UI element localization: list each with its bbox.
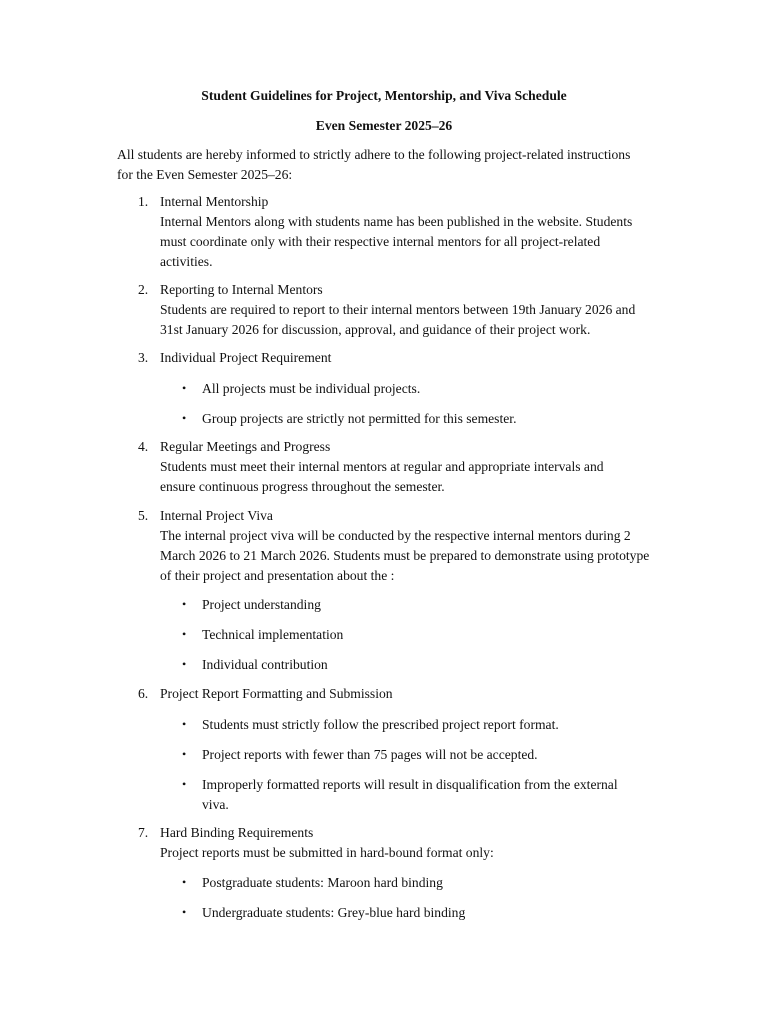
bullet-icon: • — [182, 657, 187, 671]
item-number: 2. — [138, 282, 149, 297]
bullet-icon: • — [182, 777, 187, 791]
bullet-item: Postgraduate students: Maroon hard binding — [202, 875, 443, 890]
bullet-item: All projects must be individual projects. — [202, 381, 421, 396]
bullet-item: Project reports with fewer than 75 pages will not be accepted. — [202, 747, 538, 762]
item-number: 7. — [138, 825, 149, 840]
bullet-item: Group projects are strictly not permitted for this semester. — [202, 411, 517, 426]
bullet-icon: • — [182, 875, 187, 889]
item-number: 6. — [138, 686, 149, 701]
intro-paragraph: All students are hereby informed to strictly adhere to the following project-related instructions for the Even Semester 2025–26: — [117, 147, 631, 182]
item-heading: Individual Project Requirement — [160, 350, 332, 365]
bullet-icon: • — [182, 905, 187, 919]
bullet-item: Project understanding — [202, 597, 321, 612]
bullet-item: Undergraduate students: Grey-blue hard binding — [202, 905, 466, 920]
bullet-icon: • — [182, 717, 187, 731]
item-body: The internal project viva will be conducted by the respective internal mentors during 2 March 2026 to 21 March 2026. Students must be prepared to demonstrate using prototype of their project and presentation about the : — [160, 528, 650, 583]
item-number: 5. — [138, 508, 149, 523]
bullet-icon: • — [182, 411, 187, 425]
item-number: 4. — [138, 439, 149, 454]
item-body: Project reports must be submitted in hard-bound format only: — [160, 845, 494, 860]
bullet-icon: • — [182, 381, 187, 395]
item-body: Students are required to report to their internal mentors between 19th January 2026 and 31st January 2026 for discussion, approval, and guidance of their project work. — [160, 302, 636, 337]
item-number: 3. — [138, 350, 149, 365]
item-heading: Internal Mentorship — [160, 194, 269, 209]
item-number: 1. — [138, 194, 149, 209]
item-heading: Reporting to Internal Mentors — [160, 282, 323, 297]
bullet-item: Technical implementation — [202, 627, 344, 642]
bullet-icon: • — [182, 597, 187, 611]
bullet-item: Students must strictly follow the prescribed project report format. — [202, 717, 559, 732]
document-subtitle: Even Semester 2025–26 — [315, 118, 453, 133]
item-body: Students must meet their internal mentors at regular and appropriate intervals and ensure continuous progress throughout the semester. — [160, 459, 604, 494]
item-heading: Project Report Formatting and Submission — [160, 686, 393, 701]
bullet-item: Improperly formatted reports will result in disqualification from the external viva. — [202, 777, 618, 812]
bullet-icon: • — [182, 747, 187, 761]
item-heading: Regular Meetings and Progress — [160, 439, 331, 454]
document-title: Student Guidelines for Project, Mentorship, and Viva Schedule — [201, 88, 567, 103]
bullet-icon: • — [182, 627, 187, 641]
bullet-item: Individual contribution — [202, 657, 328, 672]
item-heading: Internal Project Viva — [160, 508, 273, 523]
item-heading: Hard Binding Requirements — [160, 825, 314, 840]
item-body: Internal Mentors along with students name has been published in the website. Students must coordinate only with their respective internal mentors for all project-related activities. — [160, 214, 633, 269]
